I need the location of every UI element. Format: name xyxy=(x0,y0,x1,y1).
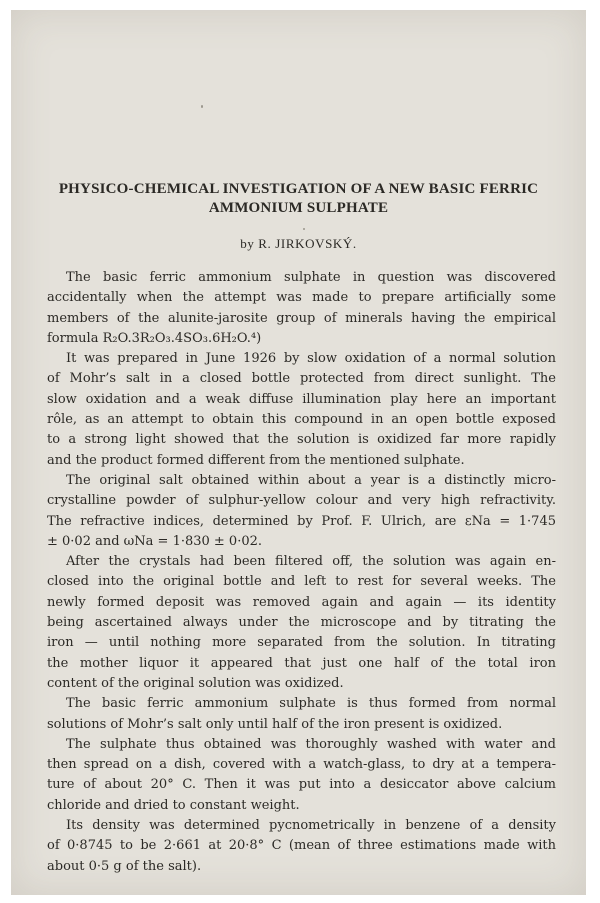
text-line: closed into the original bottle and left to rest for several weeks. The xyxy=(47,574,556,590)
text-line: being ascertained always under the microscope and by titrating the xyxy=(47,615,556,631)
text-line: After the crystals had been filtered off, the solution was again en- xyxy=(66,554,556,570)
text-line: and the product formed different from the mentioned sulphate. xyxy=(47,452,465,468)
text-line: The sulphate thus obtained was thoroughly washed with water and xyxy=(66,736,556,752)
text-line: ture of about 20° C. Then it was put into a desiccator above calcium xyxy=(47,777,556,793)
text-line: Its density was determined pycnometrically in benzene of a density xyxy=(66,818,556,834)
text-line: crystalline powder of sulphur-yellow colour and very high refractivity. xyxy=(47,493,556,509)
text-line: It was prepared in June 1926 by slow oxidation of a normal solution xyxy=(66,351,556,367)
page-speck xyxy=(303,228,305,230)
text-line: then spread on a dish, covered with a watch-glass, to dry at a tempera- xyxy=(47,757,556,773)
article-title xyxy=(11,180,586,218)
text-line: The original salt obtained within about a year is a distinctly micro- xyxy=(66,472,556,488)
text-line: of Mohr’s salt in a closed bottle protected from direct sunlight. The xyxy=(47,371,556,387)
text-line: newly formed deposit was removed again and again — its identity xyxy=(47,594,556,610)
text-line: content of the original solution was oxidized. xyxy=(47,675,344,691)
title-line: AMMONIUM SULPHATE xyxy=(208,200,389,216)
text-line: formula R₂O.3R₂O₃.4SO₃.6H₂O.⁴) xyxy=(47,330,262,346)
text-line: the mother liquor it appeared that just one half of the total iron xyxy=(47,655,556,671)
text-line: The basic ferric ammonium sulphate in question was discovered xyxy=(66,270,556,285)
text-line: The basic ferric ammonium sulphate is thus formed from normal xyxy=(66,696,556,712)
page-speck xyxy=(201,105,203,108)
document-page xyxy=(11,10,586,895)
text-line: about 0·5 g of the salt). xyxy=(47,858,202,874)
title-line: PHYSICO-CHEMICAL INVESTIGATION OF A NEW BASIC FERRIC xyxy=(58,181,539,197)
author-byline: by R. JIRKOVSKÝ. xyxy=(240,236,357,251)
text-line: slow oxidation and a weak diffuse illumination play here an important xyxy=(47,391,556,407)
text-line: ± 0·02 and ωNa = 1·830 ± 0·02. xyxy=(47,533,263,549)
text-line: accidentally when the attempt was made to prepare artificially some xyxy=(47,290,556,306)
text-line: iron — until nothing more separated from the solution. In titrating xyxy=(47,635,556,651)
article-body xyxy=(47,268,556,877)
text-line: The refractive indices, determined by Prof. F. Ulrich, are εNa = 1·745 xyxy=(47,513,556,529)
text-line: of 0·8745 to be 2·661 at 20·8° C (mean of three estimations made with xyxy=(47,838,556,854)
text-line: solutions of Mohr’s salt only until half of the iron present is oxidized. xyxy=(47,716,503,732)
text-line: members of the alunite-jarosite group of minerals having the empirical xyxy=(47,310,556,326)
text-line: chloride and dried to constant weight. xyxy=(47,797,300,813)
text-line: rôle, as an attempt to obtain this compound in an open bottle exposed xyxy=(47,412,556,428)
text-line: to a strong light showed that the solution is oxidized far more rapidly xyxy=(47,432,556,448)
